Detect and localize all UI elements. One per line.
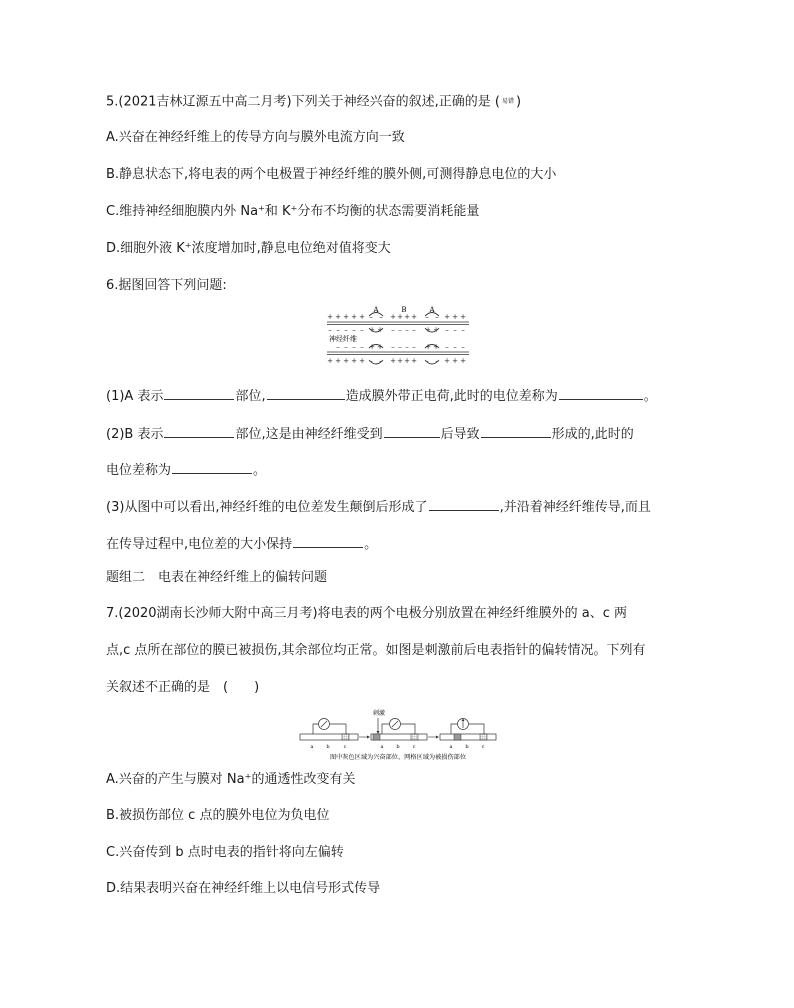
q7-option-b: B.被损伤部位 c 点的膜外电位为负电位: [106, 808, 330, 823]
svg-text:–: –: [344, 343, 348, 351]
svg-text:+: +: [444, 357, 450, 365]
svg-text:+: +: [369, 343, 375, 351]
svg-text:b: b: [396, 744, 400, 750]
q6-nerve-figure: [325, 306, 471, 372]
q5-stem-end: ): [515, 94, 522, 110]
svg-text:+: +: [433, 326, 439, 334]
q6-p3b-text-a: 在传导过程中,电位差的大小保持: [106, 537, 293, 552]
q6-fiber-label: 神经纤维: [329, 335, 357, 343]
svg-text:+: +: [460, 313, 466, 321]
q7-figure-caption: 图中灰色区域为兴奋部位、网格区域为被损伤部位: [329, 754, 467, 761]
q6-p1-text-a: (1)A 表示: [106, 389, 164, 404]
q6-blank-1[interactable]: [164, 386, 234, 400]
svg-text:+: +: [377, 326, 383, 334]
svg-text:c: c: [412, 744, 416, 750]
q6-p2b-text-a: 电位差称为: [106, 463, 172, 478]
q5-option-a: A.兴奋在神经纤维上的传导方向与膜外电流方向一致: [106, 130, 405, 145]
q6-stem: 6.据图回答下列问题:: [106, 278, 227, 293]
q6-p2b-text-b: 。: [253, 463, 267, 478]
svg-text:+: +: [351, 313, 357, 321]
q5-tag: 易错: [501, 98, 514, 105]
svg-text:c: c: [481, 744, 485, 750]
svg-text:–: –: [336, 343, 340, 351]
svg-text:–: –: [425, 313, 429, 321]
svg-text:–: –: [461, 326, 465, 334]
svg-text:–: –: [379, 357, 383, 365]
svg-text:+: +: [390, 313, 396, 321]
svg-text:+: +: [359, 357, 365, 365]
svg-text:–: –: [435, 313, 439, 321]
svg-text:+: +: [411, 357, 417, 365]
svg-text:–: –: [336, 326, 340, 334]
svg-text:+: +: [351, 357, 357, 365]
svg-text:–: –: [344, 326, 348, 334]
q5-stem-text: 5.(2021吉林辽源五中高二月考)下列关于神经兴奋的叙述,正确的是 (: [106, 94, 500, 110]
q6-p1-text-d: 。: [643, 389, 657, 404]
svg-text:a: a: [310, 744, 314, 750]
svg-text:–: –: [453, 326, 457, 334]
q6-p2-text-c: 后导致: [440, 427, 480, 442]
group2-heading: 题组二 电表在神经纤维上的偏转问题: [106, 570, 328, 585]
svg-text:+: +: [452, 313, 458, 321]
q7-option-d: D.结果表明兴奋在神经纤维上以电信号形式传导: [106, 881, 381, 896]
q6-label-a-right: A: [429, 306, 435, 314]
q6-label-b: B: [401, 306, 407, 314]
svg-text:b: b: [326, 744, 330, 750]
svg-text:+: +: [359, 313, 365, 321]
svg-text:–: –: [369, 313, 373, 321]
q6-blank-3[interactable]: [559, 386, 643, 400]
q6-part1: [106, 386, 657, 406]
svg-text:–: –: [445, 343, 449, 351]
q6-p2-text-a: (2)B 表示: [106, 427, 164, 442]
svg-text:–: –: [391, 326, 395, 334]
q5-option-d: D.细胞外液 K⁺浓度增加时,静息电位绝对值将变大: [106, 241, 391, 256]
svg-text:–: –: [453, 343, 457, 351]
q6-blank-8[interactable]: [429, 497, 499, 511]
q7-stem-line1: 7.(2020湖南长沙师大附中高三月考)将电表的两个电极分别放置在神经纤维膜外的 a、c 两: [106, 606, 628, 621]
svg-text:+: +: [397, 357, 403, 365]
svg-text:+: +: [425, 326, 431, 334]
q6-blank-6[interactable]: [481, 424, 551, 438]
svg-text:–: –: [369, 357, 373, 365]
svg-text:+: +: [327, 357, 333, 365]
svg-text:+: +: [327, 313, 333, 321]
q7-option-a: A.兴奋的产生与膜对 Na⁺的通透性改变有关: [106, 772, 356, 787]
q6-blank-9[interactable]: [293, 534, 363, 548]
svg-text:–: –: [435, 357, 439, 365]
svg-text:–: –: [425, 357, 429, 365]
q6-p3b-text-b: 。: [364, 537, 378, 552]
svg-text:–: –: [360, 343, 364, 351]
svg-text:+: +: [343, 357, 349, 365]
q6-part2: [106, 424, 634, 444]
svg-text:–: –: [412, 326, 416, 334]
svg-text:+: +: [404, 313, 410, 321]
q7-stimulus-label: 刺激: [373, 710, 386, 717]
q6-blank-2[interactable]: [267, 386, 345, 400]
q6-p2-text-b: 部位,这是由神经纤维受到: [235, 427, 383, 442]
svg-text:a: a: [449, 744, 453, 750]
svg-text:+: +: [377, 343, 383, 351]
svg-text:b: b: [465, 744, 469, 750]
q7-option-c: C.兴奋传到 b 点时电表的指针将向左偏转: [106, 845, 344, 860]
q5-option-c: C.维持神经细胞膜内外 Na⁺和 K⁺分布不均衡的状态需要消耗能量: [106, 204, 480, 219]
q6-blank-4[interactable]: [164, 424, 234, 438]
svg-text:–: –: [412, 343, 416, 351]
svg-text:+: +: [425, 343, 431, 351]
svg-text:–: –: [405, 343, 409, 351]
q6-p2-text-d: 形成的,此时的: [551, 427, 634, 442]
svg-text:–: –: [461, 343, 465, 351]
svg-text:+: +: [343, 313, 349, 321]
svg-text:–: –: [379, 313, 383, 321]
q6-p1-text-c: 造成膜外带正电荷,此时的电位差称为: [345, 389, 558, 404]
svg-text:+: +: [433, 343, 439, 351]
svg-text:+: +: [390, 357, 396, 365]
q6-part3-cont: [106, 534, 377, 554]
q7-stem-line3: 关叙述不正确的是 ( ): [106, 680, 260, 695]
svg-text:+: +: [452, 357, 458, 365]
q6-part3: [106, 497, 651, 517]
svg-text:+: +: [335, 357, 341, 365]
q6-p1-text-b: 部位,: [235, 389, 266, 404]
svg-text:+: +: [397, 313, 403, 321]
svg-text:+: +: [369, 326, 375, 334]
svg-text:–: –: [352, 343, 356, 351]
svg-text:–: –: [405, 326, 409, 334]
svg-text:–: –: [445, 326, 449, 334]
svg-text:+: +: [411, 313, 417, 321]
svg-text:+: +: [335, 313, 341, 321]
q5-stem: [106, 93, 521, 112]
q6-blank-5[interactable]: [384, 424, 440, 438]
svg-text:–: –: [398, 326, 402, 334]
q6-p3-text-a: (3)从图中可以看出,神经纤维的电位差发生颠倒后形成了: [106, 500, 428, 515]
q6-part2-cont: [106, 460, 266, 480]
svg-text:–: –: [328, 326, 332, 334]
q7-meter-figure: [298, 706, 498, 764]
q5-option-b: B.静息状态下,将电表的两个电极置于神经纤维的膜外侧,可测得静息电位的大小: [106, 167, 557, 182]
svg-text:–: –: [398, 343, 402, 351]
q6-blank-7[interactable]: [172, 460, 252, 474]
q6-p3-text-b: ,并沿着神经纤维传导,而且: [499, 500, 651, 515]
svg-text:+: +: [460, 357, 466, 365]
q7-stem-line2: 点,c 点所在部位的膜已被损伤,其余部位均正常。如图是刺激前后电表指针的偏转情况。下列有: [106, 643, 646, 658]
svg-text:–: –: [352, 326, 356, 334]
svg-text:c: c: [343, 744, 347, 750]
svg-text:–: –: [391, 343, 395, 351]
svg-text:+: +: [404, 357, 410, 365]
svg-text:+: +: [444, 313, 450, 321]
svg-text:a: a: [380, 744, 384, 750]
svg-text:–: –: [360, 326, 364, 334]
q6-label-a-left: A: [373, 306, 379, 314]
